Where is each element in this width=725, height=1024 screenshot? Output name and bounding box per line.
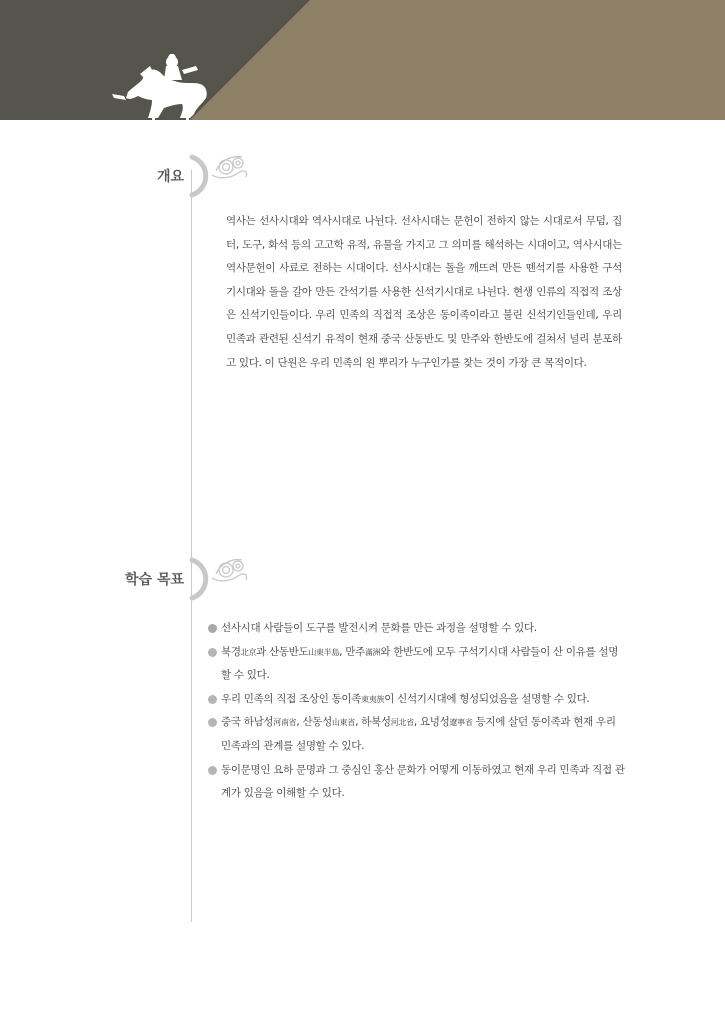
bullet-icon xyxy=(208,695,217,704)
goals-heading: 학습 목표 xyxy=(125,572,184,588)
bullet-icon xyxy=(208,718,217,727)
goal-item: 우리 민족의 직접 조상인 동이족東夷族이 신석기시대에 형성되었음을 설명할 수 있다. xyxy=(207,688,625,712)
cloud-swirl-ornament-icon xyxy=(186,153,252,199)
bullet-icon xyxy=(208,648,217,657)
overview-text: 역사는 선사시대와 역사시대로 나뉜다. 선사시대는 문헌이 전하지 않는 시대로서 무덤, 집터, 도구, 화석 등의 고고학 유적, 유물을 가지고 그 의미를 해석하는 시대이고, 역사시대는 역사문헌이 사료로 전하는 시대이다. 선사시대는 돌을 깨뜨려 만든 뗀석기를 사용한 구석기시대와 돌을 갈아 만든 간석기를 사용한 신석기시대로 나뉜다. 현생 인류의 직접적 조상은 신석기인들이다. 우리 민족의 직접적 조상은 동이족이라고 불린 신석기인들인데, 우리 민족과 관련된 신석기 유적이 현재 중국 산동반도 및 만주와 한반도에 걸쳐서 널리 분포하고 있다. 이 단원은 우리 민족의 원 뿌리가 누구인가를 찾는 것이 가장 큰 목적이다. xyxy=(226,215,622,369)
header-banner xyxy=(0,0,725,120)
bullet-icon xyxy=(208,624,217,633)
goals-list xyxy=(207,617,625,806)
bullet-icon xyxy=(208,766,217,775)
overview-heading: 개요 xyxy=(156,169,184,185)
goal-item: 중국 하남성河南省, 산동성山東省, 하북성河北省, 요녕성遼寧省 등지에 살던 동이족과 현재 우리 민족과의 관계를 설명할 수 있다. xyxy=(207,711,625,758)
goal-item: 북경北京과 산동반도山東半島, 만주滿洲와 한반도에 모두 구석기시대 사람들이 산 이유를 설명할 수 있다. xyxy=(207,641,625,688)
goal-item: 동이문명인 요하 문명과 그 중심인 홍산 문화가 어떻게 이동하였고 현재 우리 민족과 직접 관계가 있음을 이해할 수 있다. xyxy=(207,759,625,806)
timeline-line xyxy=(191,170,192,922)
cloud-swirl-ornament-icon xyxy=(186,556,252,602)
goal-item: 선사시대 사람들이 도구를 발전시켜 문화를 만든 과정을 설명할 수 있다. xyxy=(207,617,625,641)
